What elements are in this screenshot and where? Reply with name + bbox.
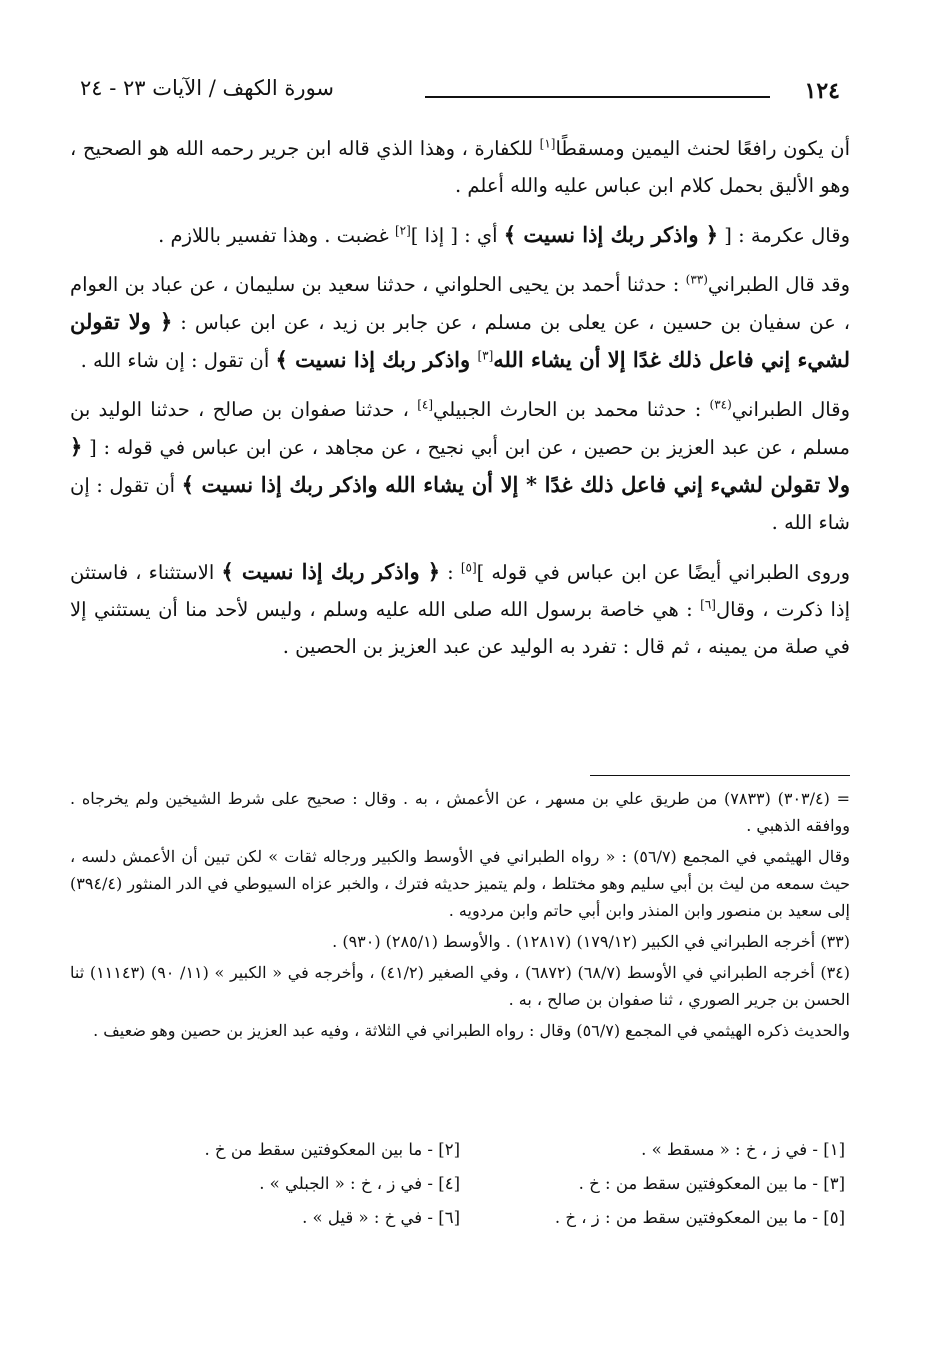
text-run: : حدثنا أحمد بن يحيى الحلواني ، حدثنا سعيد بن سليمان ، عن عباد بن العوام ، عن سفيان بن حسين ، عن يعلى بن مسلم ، عن جابر بن زيد ، عن ابن عباس : xyxy=(70,273,850,334)
footnote-ref: [٥] xyxy=(460,560,477,575)
page-number: ١٢٤ xyxy=(804,78,840,104)
quran-verse: ﴿ ولا تقولن لشيء إني فاعل ذلك غدًا إلا أن يشاء الله xyxy=(70,309,850,372)
footnote-ref: (٣٣) xyxy=(685,272,708,287)
variant-note: [٦] - في خ : « قيل » . xyxy=(302,1208,460,1227)
footnote: (٣٤) أخرجه الطبراني في الأوسط (٦٨/٧) (٦٨٧٢) ، وفي الصغير (٤١/٢) ، وأخرجه في « الكبير » (١١/ ٩٠) (١١١٤٣) ثنا الحسن بن جرير الصوري ، ثنا صفوان بن صالح ، به . xyxy=(70,963,850,1009)
footnote: وقال الهيثمي في المجمع (٥٦/٧) : « رواه الطبراني في الأوسط والكبير ورجاله ثقات » لكن تبين أن الأعمش دلسه ، حيث سمعه من ليث بن أبي سليم وهو مختلط ، ولم يتميز حديثه فترك ، والخبر عزاه السيوطي في الدر المنثور (٣٩٤/٤) إلى سعيد بن منصور وابن المنذر وابن أبي حاتم وابن مردويه . xyxy=(70,847,850,920)
variant-note: [٢] - ما بين المعكوفتين سقط من خ . xyxy=(204,1140,460,1159)
paragraph-4 xyxy=(70,391,850,541)
quran-verse: ﴿ ولا تقولن لشيء إني فاعل ذلك غدًا * إلا أن يشاء الله واذكر ربك إذا نسيت ﴾ xyxy=(70,434,850,497)
text-run: وروى الطبراني أيضًا عن ابن عباس في قوله ] xyxy=(476,561,851,584)
variant-note: [٣] - ما بين المعكوفتين سقط من : خ . xyxy=(578,1174,845,1193)
footnote: والحديث ذكره الهيثمي في المجمع (٥٦/٧) وقال : رواه الطبراني في الثلاثة ، وفيه عبد العزيز بن حصين وهو ضعيف . xyxy=(93,1021,850,1040)
variant-note: [١] - في ز ، خ : « مسقط » . xyxy=(641,1140,845,1159)
text-run: أن تقول : إن شاء الله . xyxy=(80,349,276,372)
header-rule xyxy=(425,96,770,98)
variant-row xyxy=(70,1140,850,1174)
text-run: : حدثنا محمد بن الحارث الجبيلي xyxy=(433,398,710,421)
main-text xyxy=(70,130,850,677)
footnote-ref: (٣٤) xyxy=(709,397,732,412)
page-header xyxy=(70,60,850,110)
text-run: وقال الطبراني xyxy=(731,398,850,421)
text-run: : هي خاصة برسول الله صلى الله عليه وسلم ، وليس لأحد منا أن يستثني إلا في صلة من يمينه ، ثم قال : تفرد به الوليد عن عبد العزيز بن الحصين . xyxy=(70,598,850,658)
text-run: أن تقول : إن شاء الله . xyxy=(70,474,850,534)
footnotes xyxy=(70,785,850,1048)
variant-row xyxy=(70,1208,850,1242)
paragraph-3 xyxy=(70,266,850,379)
text-run: أن يكون رافعًا لحنث اليمين ومسقطًا xyxy=(555,137,850,160)
text-run: الاستثناء ، فاستثن إذا ذكرت ، وقال xyxy=(70,561,850,621)
footnote-ref: [٤] xyxy=(417,397,434,412)
paragraph-5 xyxy=(70,553,850,665)
footnote-ref: [٢] xyxy=(394,223,411,238)
book-page xyxy=(70,60,850,1310)
text-run: ، حدثنا صفوان بن صالح ، حدثنا الوليد بن مسلم ، عن عبد العزيز بن حصين ، عن ابن أبي نجيح ، عن مجاهد ، عن ابن عباس في قوله : [ xyxy=(70,398,850,459)
footnote: (٣٣) أخرجه الطبراني في الكبير (١٧٩/١٢) (١٢٨١٧) . والأوسط (٢٨٥/١) (٩٣٠) . xyxy=(332,932,850,951)
text-run: غضبت . وهذا تفسير باللازم . xyxy=(158,224,395,247)
paragraph-1 xyxy=(70,130,850,204)
quran-verse: واذكر ربك إذا نسيت ﴾ xyxy=(275,347,478,372)
text-run: وقال عكرمة : [ xyxy=(718,224,850,247)
text-run: للكفارة ، وهذا الذي قاله ابن جرير رحمه الله هو الصحيح ، وهو الأليق بحمل كلام ابن عباس عليه والله أعلم . xyxy=(70,137,850,197)
paragraph-2 xyxy=(70,216,850,254)
footnote: = (٣٠٣/٤) (٧٨٣٣) من طريق علي بن مسهر ، عن الأعمش ، به . وقال : صحيح على شرط الشيخين ولم يخرجاه . ووافقه الذهبي . xyxy=(70,789,851,835)
text-run: : xyxy=(440,561,461,584)
variant-note: [٥] - ما بين المعكوفتين سقط من : ز ، خ . xyxy=(554,1208,845,1227)
footnote-ref: [٦] xyxy=(700,597,716,612)
text-run: أي : [ إذا ] xyxy=(410,224,504,247)
footnote-rule xyxy=(590,775,850,776)
footnote-ref: [٣] xyxy=(477,348,494,363)
quran-verse: ﴿ واذكر ربك إذا نسيت ﴾ xyxy=(221,559,441,584)
text-run: وقد قال الطبراني xyxy=(707,273,850,296)
running-title: سورة الكهف / الآيات ٢٣ - ٢٤ xyxy=(80,76,335,100)
manuscript-variants xyxy=(70,1140,850,1242)
footnote-ref: [١] xyxy=(539,136,556,151)
variant-note: [٤] - في ز ، خ : « الجبلي » . xyxy=(259,1174,460,1193)
quran-verse: ﴿ واذكر ربك إذا نسيت ﴾ xyxy=(503,222,719,247)
variant-row xyxy=(70,1174,850,1208)
